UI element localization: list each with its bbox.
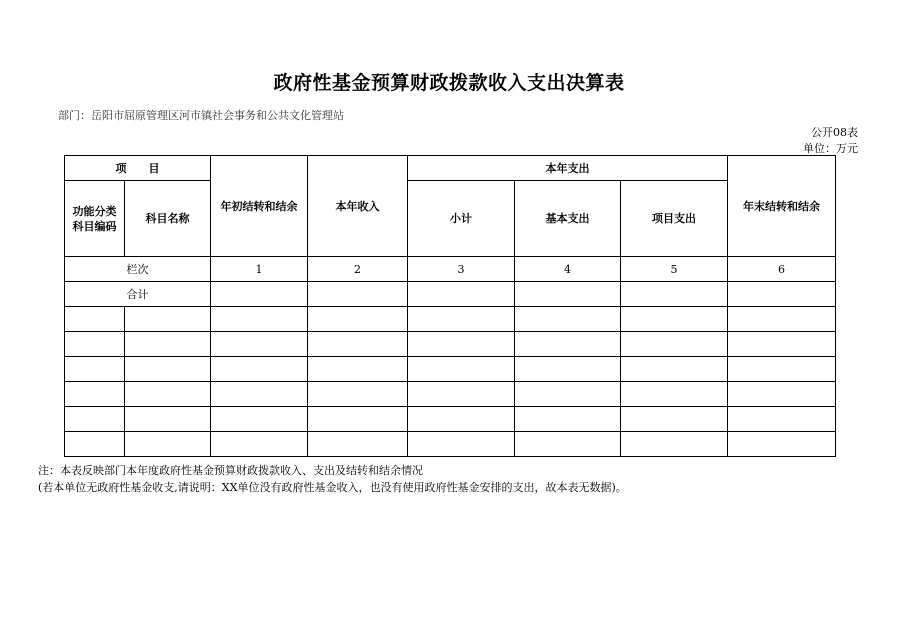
header-basic-exp: 基本支出	[515, 181, 621, 257]
budget-table	[64, 155, 836, 457]
header-expenditure-group: 本年支出	[408, 156, 728, 181]
unit-label: 单位：万元	[803, 142, 858, 155]
note-line-2: (若本单位无政府性基金收支,请说明：XX单位没有政府性基金收入，也没有使用政府性基金安排的支出，故本表无数据)。	[38, 481, 627, 494]
table-cell	[211, 357, 308, 382]
table-cell	[728, 282, 836, 307]
table-cell	[408, 357, 515, 382]
table-cell	[211, 432, 308, 457]
table-cell	[408, 382, 515, 407]
table-code: 公开08表	[811, 126, 858, 139]
table-cell	[65, 332, 125, 357]
header-subject-name: 科目名称	[125, 181, 211, 257]
header-project-exp: 项目支出	[621, 181, 728, 257]
header-income: 本年收入	[308, 156, 408, 257]
table-cell	[728, 332, 836, 357]
table-cell	[308, 307, 408, 332]
table-cell	[308, 382, 408, 407]
col-number: 1	[211, 257, 308, 282]
header-closing-balance: 年末结转和结余	[728, 156, 836, 257]
table-row	[65, 357, 836, 382]
table-cell	[515, 382, 621, 407]
table-cell	[308, 357, 408, 382]
table-cell	[125, 432, 211, 457]
table-cell	[125, 407, 211, 432]
table-cell	[65, 432, 125, 457]
department-label: 部门：岳阳市屈原管理区河市镇社会事务和公共文化管理站	[58, 109, 344, 122]
header-opening-balance: 年初结转和结余	[211, 156, 308, 257]
table-cell	[408, 407, 515, 432]
table-cell	[408, 282, 515, 307]
col-number: 2	[308, 257, 408, 282]
table-cell	[515, 432, 621, 457]
table-cell	[621, 407, 728, 432]
table-cell	[621, 382, 728, 407]
table-cell	[65, 382, 125, 407]
table-cell	[125, 307, 211, 332]
table-cell	[621, 282, 728, 307]
table-cell	[621, 307, 728, 332]
header-func-code-line1: 功能分类	[72, 204, 117, 218]
table-cell	[728, 432, 836, 457]
table-cell	[125, 382, 211, 407]
table-cell	[515, 307, 621, 332]
table-row	[65, 432, 836, 457]
total-label: 合计	[65, 282, 211, 307]
table-cell	[211, 407, 308, 432]
table-cell	[728, 307, 836, 332]
header-subtotal: 小计	[408, 181, 515, 257]
table-cell	[621, 332, 728, 357]
table-cell	[515, 407, 621, 432]
table-row	[65, 332, 836, 357]
table-cell	[408, 332, 515, 357]
table-cell	[728, 382, 836, 407]
table-cell	[211, 282, 308, 307]
page-title: 政府性基金预算财政拨款收入支出决算表	[273, 72, 625, 94]
table-cell	[621, 357, 728, 382]
table-cell	[211, 332, 308, 357]
header-func-code	[65, 181, 125, 257]
table-row	[65, 307, 836, 332]
table-cell	[728, 407, 836, 432]
table-cell	[515, 282, 621, 307]
col-number: 6	[728, 257, 836, 282]
table-cell	[515, 357, 621, 382]
table-cell	[728, 357, 836, 382]
col-number: 5	[621, 257, 728, 282]
header-func-code-line2: 科目编码	[72, 219, 117, 233]
table-cell	[211, 307, 308, 332]
table-cell	[65, 357, 125, 382]
note-line-1: 注：本表反映部门本年度政府性基金预算财政拨款收入、支出及结转和结余情况	[38, 464, 423, 477]
table-cell	[65, 307, 125, 332]
table-cell	[308, 407, 408, 432]
table-cell	[65, 407, 125, 432]
table-row	[65, 407, 836, 432]
total-row	[65, 282, 836, 307]
table-cell	[408, 307, 515, 332]
table-cell	[308, 282, 408, 307]
table-cell	[308, 332, 408, 357]
col-number: 3	[408, 257, 515, 282]
table-cell	[308, 432, 408, 457]
table-row	[65, 382, 836, 407]
index-row	[65, 257, 836, 282]
table-cell	[125, 332, 211, 357]
row-index-label: 栏次	[65, 257, 211, 282]
table-cell	[211, 382, 308, 407]
header-item-group: 项 目	[65, 156, 211, 181]
table-cell	[408, 432, 515, 457]
table-cell	[515, 332, 621, 357]
col-number: 4	[515, 257, 621, 282]
table-cell	[125, 357, 211, 382]
table-cell	[621, 432, 728, 457]
